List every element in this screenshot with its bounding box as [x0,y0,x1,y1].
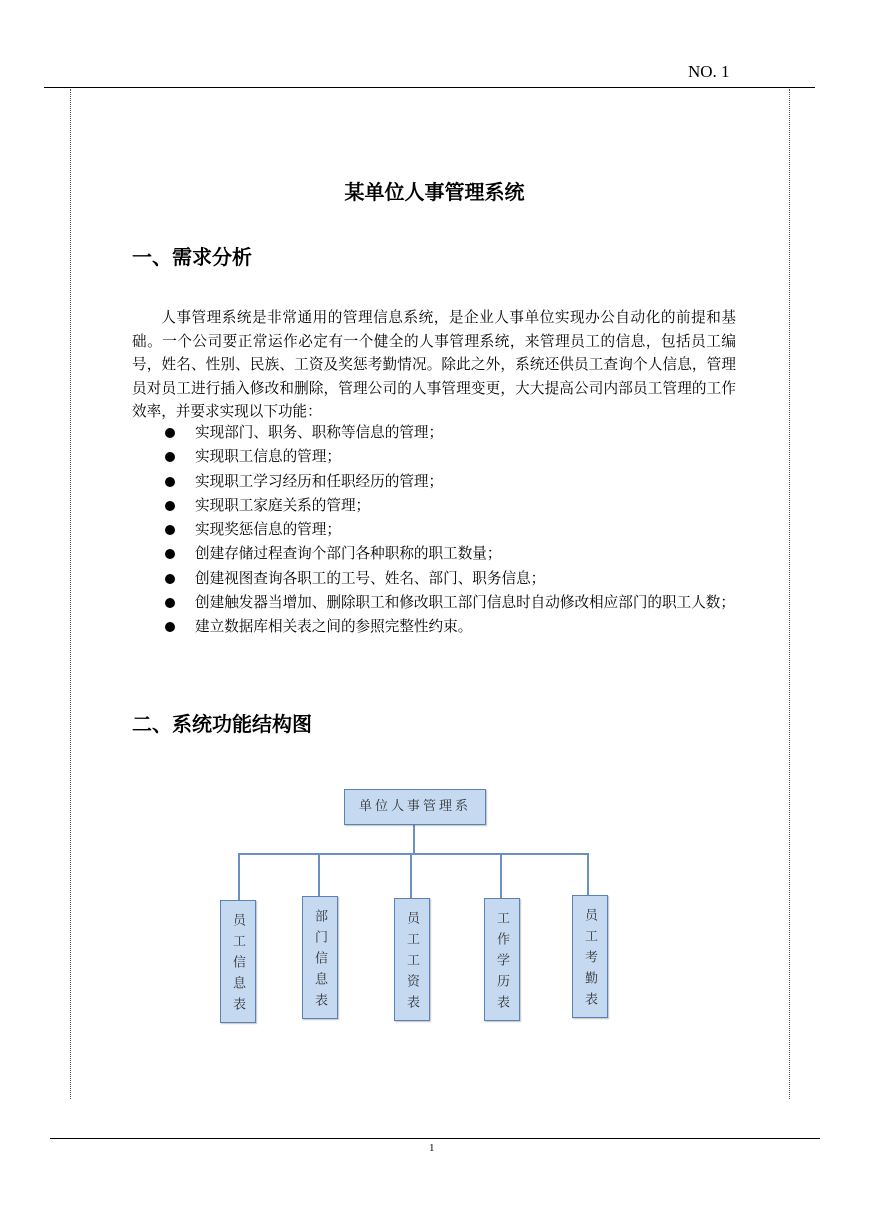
right-margin-guide [789,89,790,1099]
bullet-dot-icon [165,622,175,632]
requirements-bullet-list [164,421,736,640]
connector-drop-2 [318,853,320,896]
header-rule [44,87,815,88]
diagram-child-employee-info: 员工信息表 [220,900,256,1023]
connector-drop-4 [500,853,502,898]
bullet-item: 实现职工家庭关系的管理； [164,494,736,518]
bullet-item: 创建触发器当增加、删除职工和修改职工部门信息时自动修改相应部门的职工人数； [164,591,736,615]
connector-root-stem [413,824,415,854]
bullet-item: 实现职工信息的管理； [164,445,736,469]
header-page-no: NO. 1 [688,62,730,81]
connector-drop-5 [587,853,589,895]
bullet-item: 实现奖惩信息的管理； [164,518,736,542]
connector-drop-3 [410,853,412,898]
section-heading-structure: 二、系统功能结构图 [132,712,312,736]
bullet-dot-icon [165,477,175,487]
bullet-dot-icon [165,428,175,438]
diagram-child-employee-salary: 员工工资表 [394,898,430,1021]
bullet-item: 创建视图查询各职工的工号、姓名、部门、职务信息； [164,567,736,591]
bullet-dot-icon [165,501,175,511]
connector-drop-1 [238,853,240,900]
bullet-dot-icon [165,598,175,608]
bullet-dot-icon [165,549,175,559]
bullet-dot-icon [165,452,175,462]
diagram-child-work-education: 工作学历表 [484,898,520,1021]
bullet-dot-icon [165,525,175,535]
diagram-child-department-info: 部门信息表 [302,896,338,1019]
connector-horizontal-bus [238,853,589,855]
document-title: 某单位人事管理系统 [344,180,525,204]
bullet-item: 建立数据库相关表之间的参照完整性约束。 [164,615,736,639]
footer-page-number: 1 [429,1142,435,1154]
bullet-item: 创建存储过程查询个部门各种职称的职工数量； [164,542,736,566]
footer-rule [50,1138,820,1139]
left-margin-guide [70,89,71,1099]
requirements-paragraph: 人事管理系统是非常通用的管理信息系统，是企业人事单位实现办公自动化的前提和基础。一个公司要正常运作必定有一个健全的人事管理系统，来管理员工的信息，包括员工编号，姓名、性别、民族、工资及奖惩考勤情况。除此之外，系统还供员工查询个人信息，管理员对员工进行插入修改和删除，管理公司的人事管理变更，大大提高公司内部员工管理的工作效率，并要求实现以下功能： [132,309,736,420]
bullet-dot-icon [165,574,175,584]
bullet-item: 实现部门、职务、职称等信息的管理； [164,421,736,445]
diagram-child-employee-attendance: 员工考勤表 [572,895,608,1018]
bullet-item: 实现职工学习经历和任职经历的管理； [164,470,736,494]
section-heading-requirements: 一、需求分析 [132,245,252,269]
diagram-root-box: 单位人事管理系 [344,789,486,825]
